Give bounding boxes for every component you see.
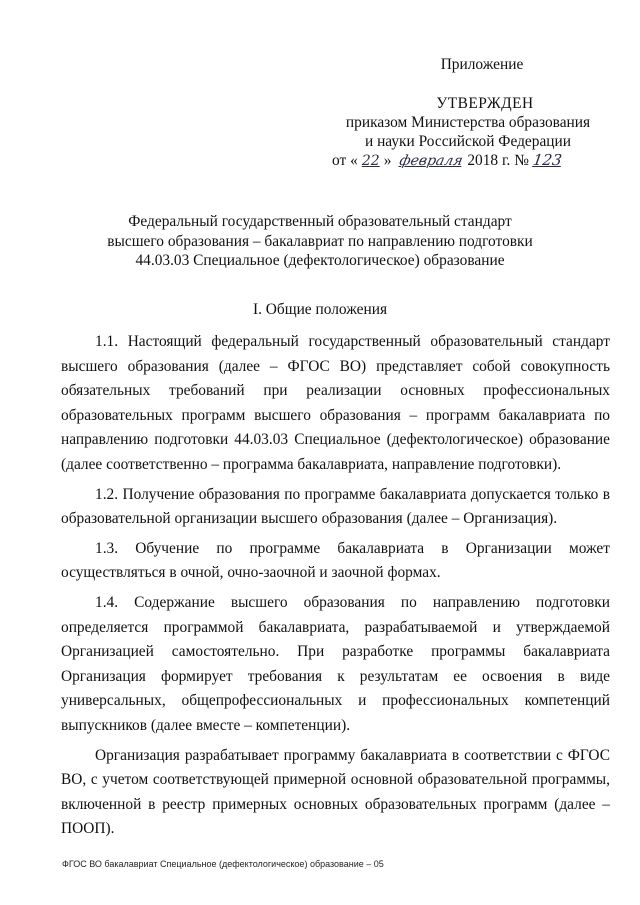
paragraph-1-1: 1.1. Настоящий федеральный государственный образовательный стандарт высшего образования (далее – ФГОС ВО) представляет собой совокупность обязательных требований при реализации основных профессиональных образовательных программ высшего образования – программ бакалавриата по направлению подготовки 44.03.03 Специальное (дефектологическое) образование (далее соответственно – программа бакалавриата, направление подготовки). <box>61 333 610 473</box>
order-line-1: приказом Министерства образования <box>345 114 591 131</box>
order-date-line <box>332 151 618 171</box>
order-line-2: и науки Российской Федерации <box>364 133 571 150</box>
date-prefix: от « <box>332 152 358 169</box>
quote-close: » <box>383 152 392 169</box>
year-and-number-label: 2018 г. № <box>467 152 529 169</box>
handwritten-month: февраля <box>398 153 465 169</box>
handwritten-day: 22 <box>361 153 380 169</box>
approved-label: УТВЕРЖДЕН <box>436 95 534 112</box>
title-line-2: высшего образования – бакалавриат по направлению подготовки <box>107 232 533 250</box>
handwritten-order-number: 123 <box>531 151 563 169</box>
document-title <box>60 212 580 271</box>
title-line-3: 44.03.03 Специальное (дефектологическое) образование <box>135 252 505 269</box>
paragraph-organization: Организация разрабатывает программу бакалавриата в соответствии с ФГОС ВО, с учетом соответствующей примерной основной образовательной программы, включенной в реестр примерных основных образовательных программ (далее – ПООП). <box>61 746 610 838</box>
paragraph-1-2: 1.2. Получение образования по программе бакалавриата допускается только в образовательной организации высшего образования (далее – Организация). <box>61 485 610 528</box>
page-footer: ФГОС ВО бакалавриат Специальное (дефектологическое) образование – 05 <box>62 859 384 869</box>
title-line-1: Федеральный государственный образовательный стандарт <box>128 213 512 230</box>
body-text <box>61 330 610 847</box>
section-heading: I. Общие положения <box>252 301 388 318</box>
annex-label: Приложение <box>440 56 524 73</box>
paragraph-1-3: 1.3. Обучение по программе бакалавриата в Организации может осуществляться в очной, очно-заочной и заочной формах. <box>61 539 610 582</box>
paragraph-1-4: 1.4. Содержание высшего образования по направлению подготовки определяется программой бакалавриата, разрабатываемой и утверждаемой Организацией самостоятельно. При разработке программы бакалавриата Организация формирует требования к результатам ее освоения в виде универсальных, общепрофессиональных и профессиональных компетенций выпускников (далее вместе – компетенции). <box>61 593 610 734</box>
approval-block <box>318 55 618 171</box>
